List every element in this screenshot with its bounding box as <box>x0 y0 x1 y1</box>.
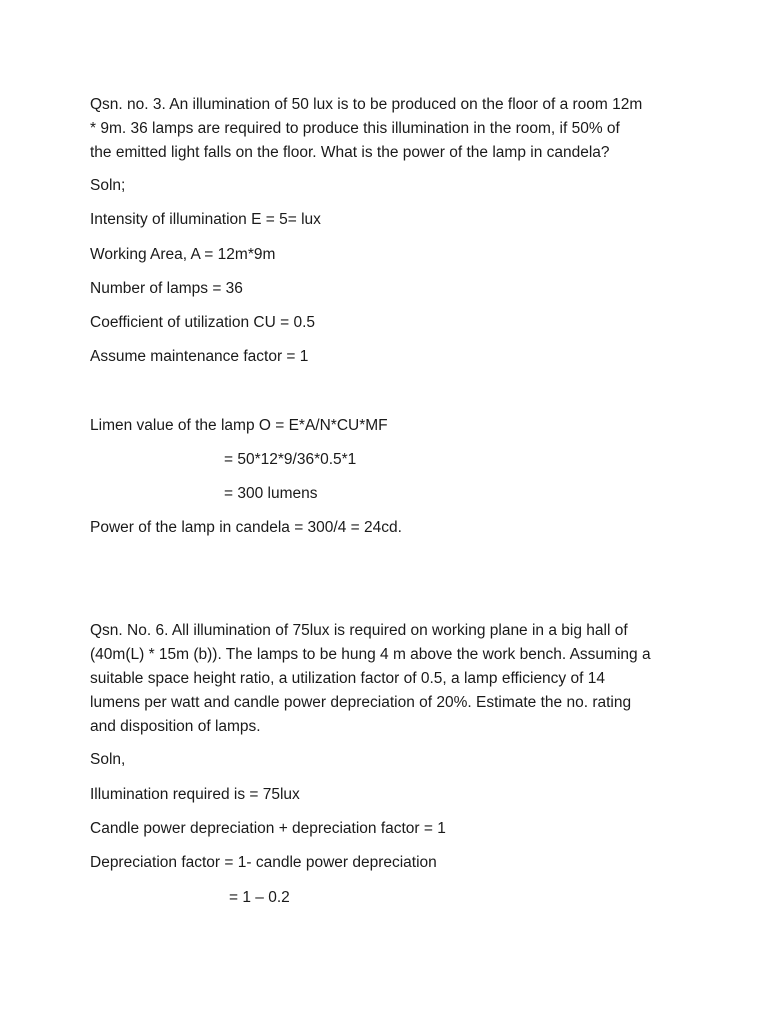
q3-soln-label: Soln; <box>90 177 126 194</box>
q6-step-depreciation-factor: Depreciation factor = 1- candle power depreciation <box>90 854 437 871</box>
q6-question-line-3: suitable space height ratio, a utilization factor of 0.5, a lamp efficiency of 14 <box>90 670 605 687</box>
q3-question-line-2: * 9m. 36 lamps are required to produce this illumination in the room, if 50% of <box>90 120 620 137</box>
q6-soln-label: Soln, <box>90 751 126 768</box>
q6-question-line-5: and disposition of lamps. <box>90 718 261 735</box>
q3-step-intensity: Intensity of illumination E = 5= lux <box>90 211 321 228</box>
q3-question-line-1: Qsn. no. 3. An illumination of 50 lux is to be produced on the floor of a room 12m <box>90 96 643 113</box>
q6-step-cp-depreciation: Candle power depreciation + depreciation factor = 1 <box>90 820 446 837</box>
q3-step-area: Working Area, A = 12m*9m <box>90 246 276 263</box>
q6-question-line-4: lumens per watt and candle power depreciation of 20%. Estimate the no. rating <box>90 694 632 711</box>
q6-step-illumination: Illumination required is = 75lux <box>90 786 300 803</box>
q3-power-result: Power of the lamp in candela = 300/4 = 24cd. <box>90 519 402 536</box>
q3-lumen-calc: = 50*12*9/36*0.5*1 <box>224 451 357 468</box>
q6-question-line-2: (40m(L) * 15m (b)). The lamps to be hung 4 m above the work bench. Assuming a <box>90 646 651 663</box>
q3-lumen-result: = 300 lumens <box>224 485 318 502</box>
q3-question-line-3: the emitted light falls on the floor. What is the power of the lamp in candela? <box>90 144 610 161</box>
q3-lumen-formula: Limen value of the lamp O = E*A/N*CU*MF <box>90 417 388 434</box>
q3-step-cu: Coefficient of utilization CU = 0.5 <box>90 314 316 331</box>
q3-step-lamps: Number of lamps = 36 <box>90 280 243 297</box>
q3-step-mf: Assume maintenance factor = 1 <box>90 348 309 365</box>
q6-depr-calc: = 1 – 0.2 <box>229 889 290 906</box>
q6-question-line-1: Qsn. No. 6. All illumination of 75lux is required on working plane in a big hall of <box>90 622 628 639</box>
